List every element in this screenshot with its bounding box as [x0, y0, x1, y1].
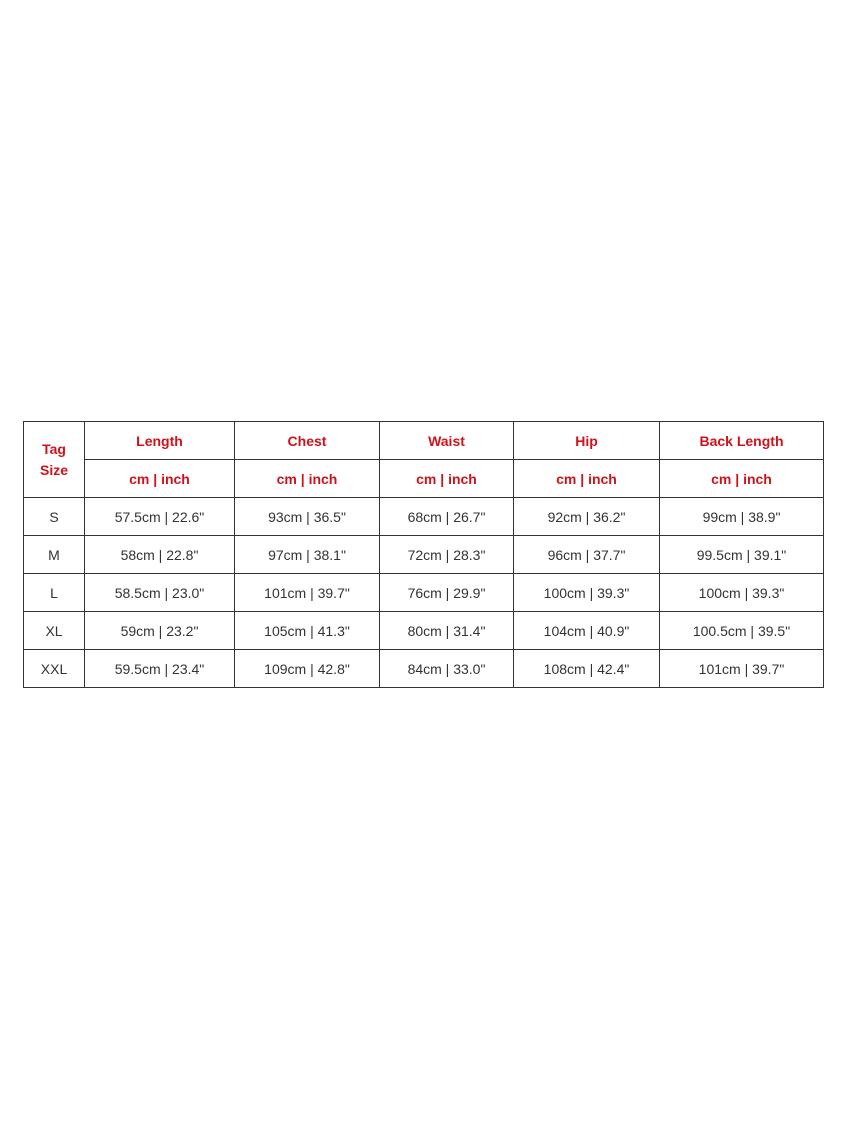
chest-cell: 105cm | 41.3" — [235, 612, 380, 650]
header-row — [24, 422, 824, 460]
chest-unit: cm | inch — [235, 460, 380, 498]
size-cell: S — [24, 498, 85, 536]
waist-cell: 68cm | 26.7" — [380, 498, 514, 536]
size-cell: XXL — [24, 650, 85, 688]
waist-cell: 80cm | 31.4" — [380, 612, 514, 650]
size-chart-table — [23, 421, 824, 688]
unit-row — [24, 460, 824, 498]
table-row — [24, 498, 824, 536]
waist-cell: 72cm | 28.3" — [380, 536, 514, 574]
hip-cell: 92cm | 36.2" — [514, 498, 660, 536]
size-cell: L — [24, 574, 85, 612]
chest-cell: 97cm | 38.1" — [235, 536, 380, 574]
length-unit: cm | inch — [85, 460, 235, 498]
tag-size-line1: Tag — [42, 440, 66, 457]
length-header: Length — [85, 422, 235, 460]
waist-header: Waist — [380, 422, 514, 460]
back-length-cell: 101cm | 39.7" — [660, 650, 824, 688]
table-row — [24, 612, 824, 650]
back-length-header: Back Length — [660, 422, 824, 460]
length-cell: 59cm | 23.2" — [85, 612, 235, 650]
tag-size-line2: Size — [39, 461, 68, 478]
tag-size-header — [24, 422, 85, 498]
back-length-cell: 99cm | 38.9" — [660, 498, 824, 536]
chest-header: Chest — [235, 422, 380, 460]
table-row — [24, 536, 824, 574]
length-cell: 57.5cm | 22.6" — [85, 498, 235, 536]
back-length-unit: cm | inch — [660, 460, 824, 498]
hip-cell: 108cm | 42.4" — [514, 650, 660, 688]
length-cell: 58.5cm | 23.0" — [85, 574, 235, 612]
table-row — [24, 650, 824, 688]
chest-cell: 101cm | 39.7" — [235, 574, 380, 612]
table-row — [24, 574, 824, 612]
back-length-cell: 100cm | 39.3" — [660, 574, 824, 612]
chest-cell: 93cm | 36.5" — [235, 498, 380, 536]
chest-cell: 109cm | 42.8" — [235, 650, 380, 688]
length-cell: 59.5cm | 23.4" — [85, 650, 235, 688]
hip-cell: 96cm | 37.7" — [514, 536, 660, 574]
size-cell: XL — [24, 612, 85, 650]
back-length-cell: 99.5cm | 39.1" — [660, 536, 824, 574]
back-length-cell: 100.5cm | 39.5" — [660, 612, 824, 650]
hip-cell: 100cm | 39.3" — [514, 574, 660, 612]
size-cell: M — [24, 536, 85, 574]
waist-unit: cm | inch — [380, 460, 514, 498]
waist-cell: 76cm | 29.9" — [380, 574, 514, 612]
waist-cell: 84cm | 33.0" — [380, 650, 514, 688]
hip-cell: 104cm | 40.9" — [514, 612, 660, 650]
length-cell: 58cm | 22.8" — [85, 536, 235, 574]
hip-unit: cm | inch — [514, 460, 660, 498]
hip-header: Hip — [514, 422, 660, 460]
